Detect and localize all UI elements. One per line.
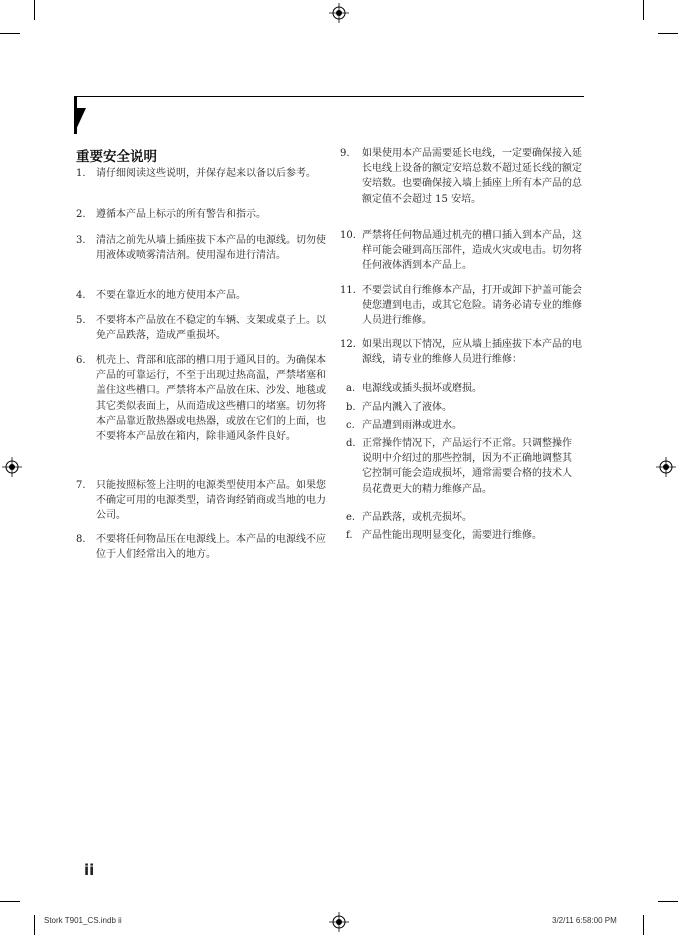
list-item: 5. 不要将本产品放在不稳定的车辆、支架或桌子上。以免产品跌落，造成严重损坏。 [76,315,326,342]
list-item: 1. 请仔细阅读这些说明，并保存起来以备以后参考。 [76,168,316,179]
sub-list-item: d. 正常操作情况下，产品运行不正常。只调整操作说明中介绍过的那些控制，因为不正确地调整其它控制可能会造成损坏，通常需要合格的技术人员花费更大的精力维修产品。 [346,438,572,495]
list-item: 2. 遵循本产品上标示的所有警告和指示。 [76,209,266,220]
sub-list-item: b. 产品内溅入了液体。 [346,402,452,413]
crop-mark [658,33,678,34]
sub-list-item: a. 电源线或插头损坏或磨损。 [346,383,482,394]
list-item: 3. 清洁之前先从墙上插座拔下本产品的电源线。切勿使用液体或喷雾清洁剂。使用湿布进行清洁。 [76,235,326,262]
crop-mark [0,33,20,34]
list-item: 10. 严禁将任何物品通过机壳的槽口插入到本产品，这样可能会碰到高压部件，造成火灾或电击。切勿将任何液体洒到本产品上。 [340,230,582,272]
registration-mark-icon [329,3,349,23]
list-item: 9. 如果使用本产品需要延长电线，一定要确保接入延长电线上设备的额定安培总数不超过延长线的额定安培数。也要确保接入墙上插座上所有本产品的总额定值不会超过 15 安培。 [340,148,582,205]
footer-filename: Stork T901_CS.indb ii [44,916,122,925]
header-corner-mark [74,96,86,134]
list-item: 11. 不要尝试自行维修本产品，打开或卸下护盖可能会使您遭到电击，或其它危险。请务必请专业的维修人员进行维修。 [340,285,582,327]
footer-timestamp: 3/2/11 6:58:00 PM [552,916,617,925]
crop-mark [34,915,35,935]
registration-mark-icon [2,457,22,477]
registration-mark-icon [656,457,676,477]
list-item: 8. 不要将任何物品压在电源线上。本产品的电源线不应位于人们经常出入的地方。 [76,534,326,561]
registration-mark-icon [329,912,349,932]
crop-mark [643,0,644,20]
list-item: 7. 只能按照标签上注明的电源类型使用本产品。如果您不确定可用的电源类型，请咨询经销商或当地的电力公司。 [76,480,326,522]
list-item: 4. 不要在靠近水的地方使用本产品。 [76,290,246,301]
header-rule [75,96,584,97]
crop-mark [0,901,20,902]
list-item: 6. 机壳上、背部和底部的槽口用于通风目的。为确保本产品的可靠运行，不至于出现过热高温，严禁堵塞和盖住这些槽口。严禁将本产品放在床、沙发、地毯或其它类似表面上，从而造成这些槽口的堵塞。切勿将本产品靠近散热器或电热器，或放在它们的上面，也不要将本产品放在箱内，除非通风条件良好。 [76,355,326,443]
crop-mark [643,915,644,935]
page-title: 重要安全说明 [76,149,157,165]
sub-list-item: e. 产品跌落，或机壳损坏。 [346,512,472,523]
sub-list-item: c. 产品遭到雨淋或进水。 [346,420,462,431]
crop-mark [658,901,678,902]
sub-list-item: f. 产品性能出现明显变化，需要进行维修。 [346,530,542,541]
list-item: 12. 如果出现以下情况，应从墙上插座拔下本产品的电源线，请专业的维修人员进行维修： [340,339,582,366]
crop-mark [34,0,35,20]
page-number: ii [84,861,95,879]
